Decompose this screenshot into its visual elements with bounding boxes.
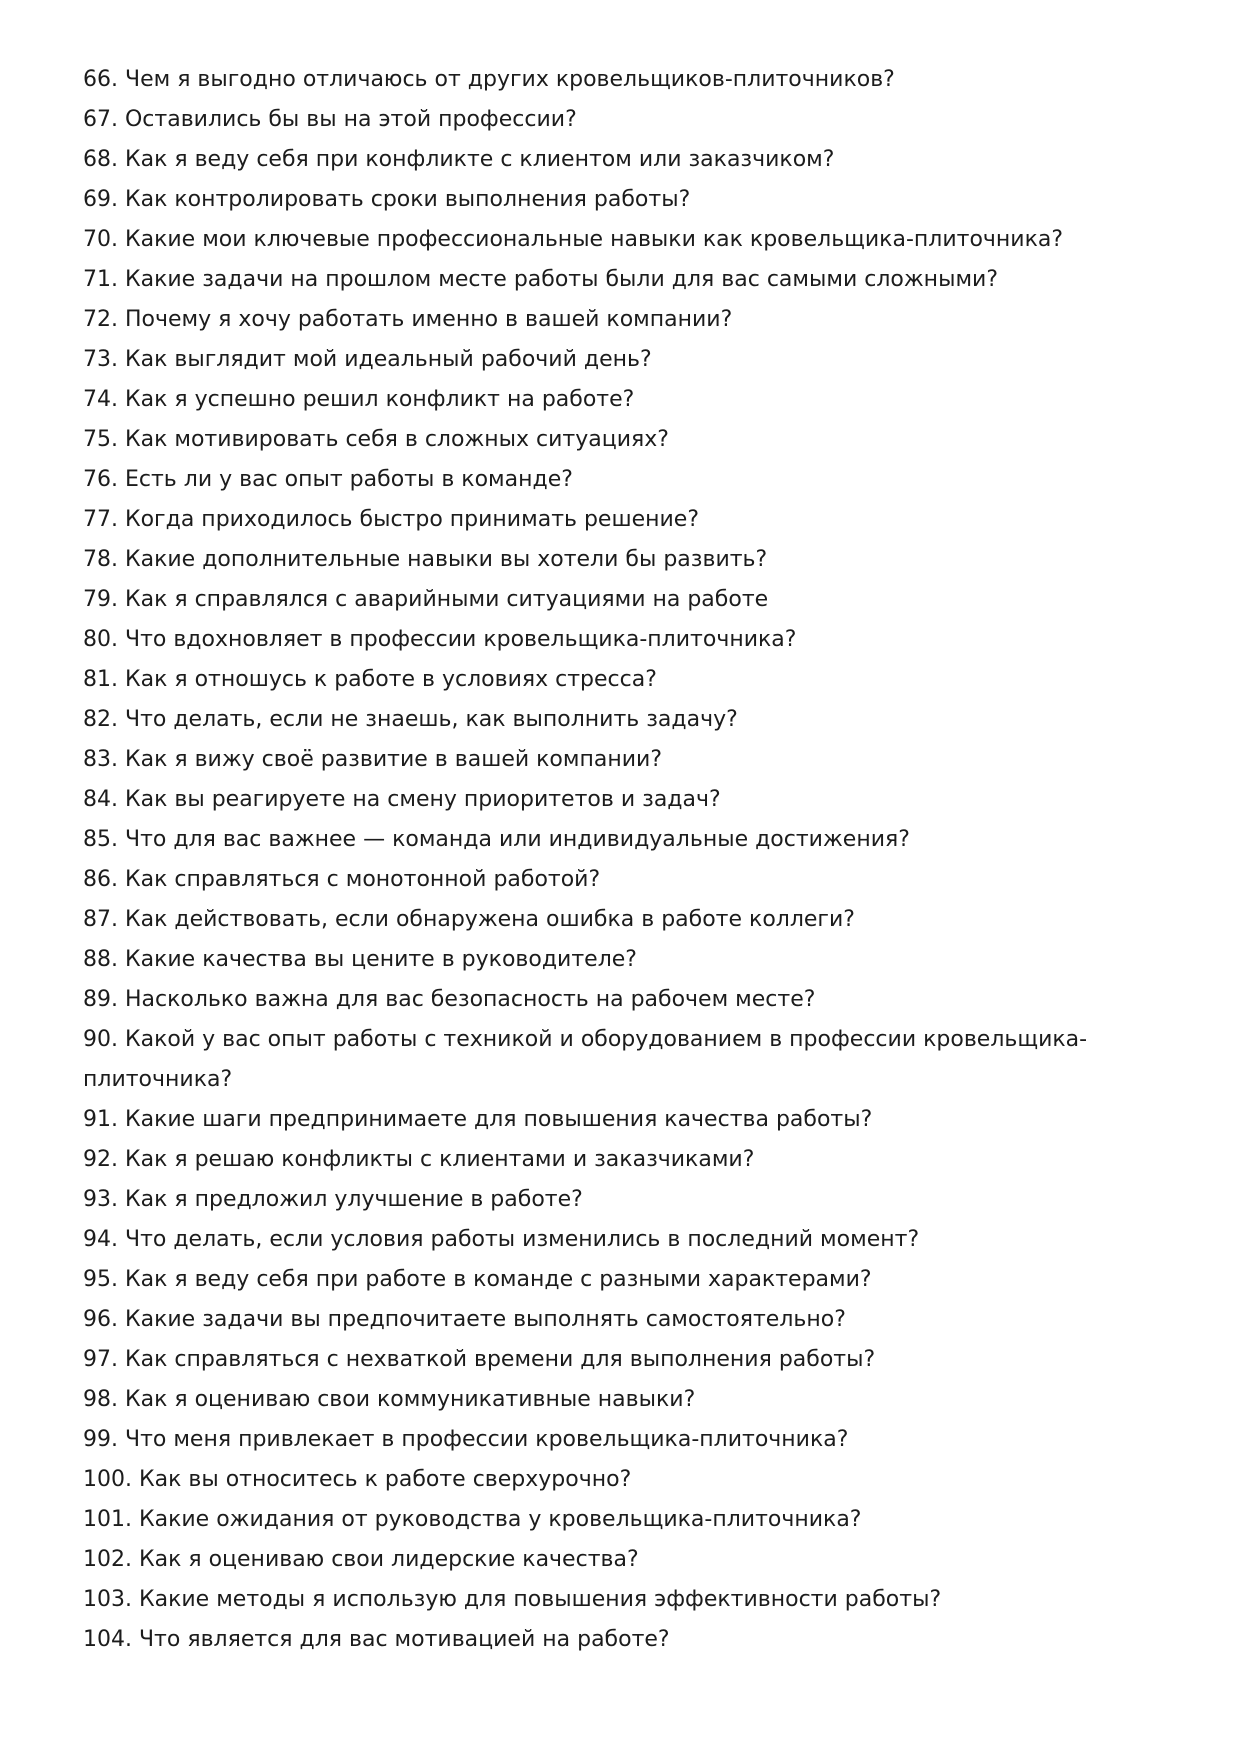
question-item: 87. Как действовать, если обнаружена ошибка в работе коллеги? (83, 907, 855, 932)
question-item: 92. Как я решаю конфликты с клиентами и заказчиками? (83, 1147, 755, 1172)
question-item: 82. Что делать, если не знаешь, как выполнить задачу? (83, 707, 738, 732)
question-item: 72. Почему я хочу работать именно в вашей компании? (83, 307, 733, 332)
question-item: 67. Оставились бы вы на этой профессии? (83, 107, 577, 132)
question-item: 80. Что вдохновляет в профессии кровельщика-плиточника? (83, 627, 797, 652)
question-item: 81. Как я отношусь к работе в условиях стресса? (83, 667, 657, 692)
question-item: 101. Какие ожидания от руководства у кровельщика-плиточника? (83, 1507, 862, 1532)
question-item: 91. Какие шаги предпринимаете для повышения качества работы? (83, 1107, 873, 1132)
question-item: 84. Как вы реагируете на смену приоритетов и задач? (83, 787, 721, 812)
question-item: 99. Что меня привлекает в профессии кровельщика-плиточника? (83, 1427, 849, 1452)
question-item: 88. Какие качества вы цените в руководителе? (83, 947, 637, 972)
question-item: 69. Как контролировать сроки выполнения работы? (83, 187, 691, 212)
question-item: 79. Как я справлялся с аварийными ситуациями на работе (83, 587, 769, 612)
question-item: 102. Как я оцениваю свои лидерские качества? (83, 1547, 639, 1572)
question-item: 68. Как я веду себя при конфликте с клиентом или заказчиком? (83, 147, 835, 172)
question-item: 66. Чем я выгодно отличаюсь от других кровельщиков-плиточников? (83, 67, 895, 92)
question-item: 103. Какие методы я использую для повышения эффективности работы? (83, 1587, 942, 1612)
question-item: 76. Есть ли у вас опыт работы в команде? (83, 467, 573, 492)
question-item: 77. Когда приходилось быстро принимать решение? (83, 507, 700, 532)
question-item: 93. Как я предложил улучшение в работе? (83, 1187, 583, 1212)
question-item: 83. Как я вижу своё развитие в вашей компании? (83, 747, 663, 772)
question-item: 86. Как справляться с монотонной работой? (83, 867, 601, 892)
question-item: 89. Насколько важна для вас безопасность на рабочем месте? (83, 987, 816, 1012)
question-item: 94. Что делать, если условия работы изменились в последний момент? (83, 1227, 920, 1252)
question-list (83, 60, 1093, 1660)
question-item: 70. Какие мои ключевые профессиональные навыки как кровельщика-плиточника? (83, 227, 1064, 252)
question-item: 74. Как я успешно решил конфликт на работе? (83, 387, 635, 412)
question-item: 95. Как я веду себя при работе в команде с разными характерами? (83, 1267, 872, 1292)
question-item: 100. Как вы относитесь к работе сверхурочно? (83, 1467, 632, 1492)
question-item: 85. Что для вас важнее — команда или индивидуальные достижения? (83, 827, 910, 852)
question-item: 73. Как выглядит мой идеальный рабочий день? (83, 347, 652, 372)
question-item: 75. Как мотивировать себя в сложных ситуациях? (83, 427, 669, 452)
question-item: 90. Какой у вас опыт работы с техникой и оборудованием в профессии кровельщика-плиточника? (83, 1027, 1088, 1092)
question-item: 78. Какие дополнительные навыки вы хотели бы развить? (83, 547, 768, 572)
question-item: 97. Как справляться с нехваткой времени для выполнения работы? (83, 1347, 876, 1372)
question-item: 96. Какие задачи вы предпочитаете выполнять самостоятельно? (83, 1307, 846, 1332)
question-item: 71. Какие задачи на прошлом месте работы были для вас самыми сложными? (83, 267, 999, 292)
question-item: 104. Что является для вас мотивацией на работе? (83, 1627, 670, 1652)
question-item: 98. Как я оцениваю свои коммуникативные навыки? (83, 1387, 696, 1412)
